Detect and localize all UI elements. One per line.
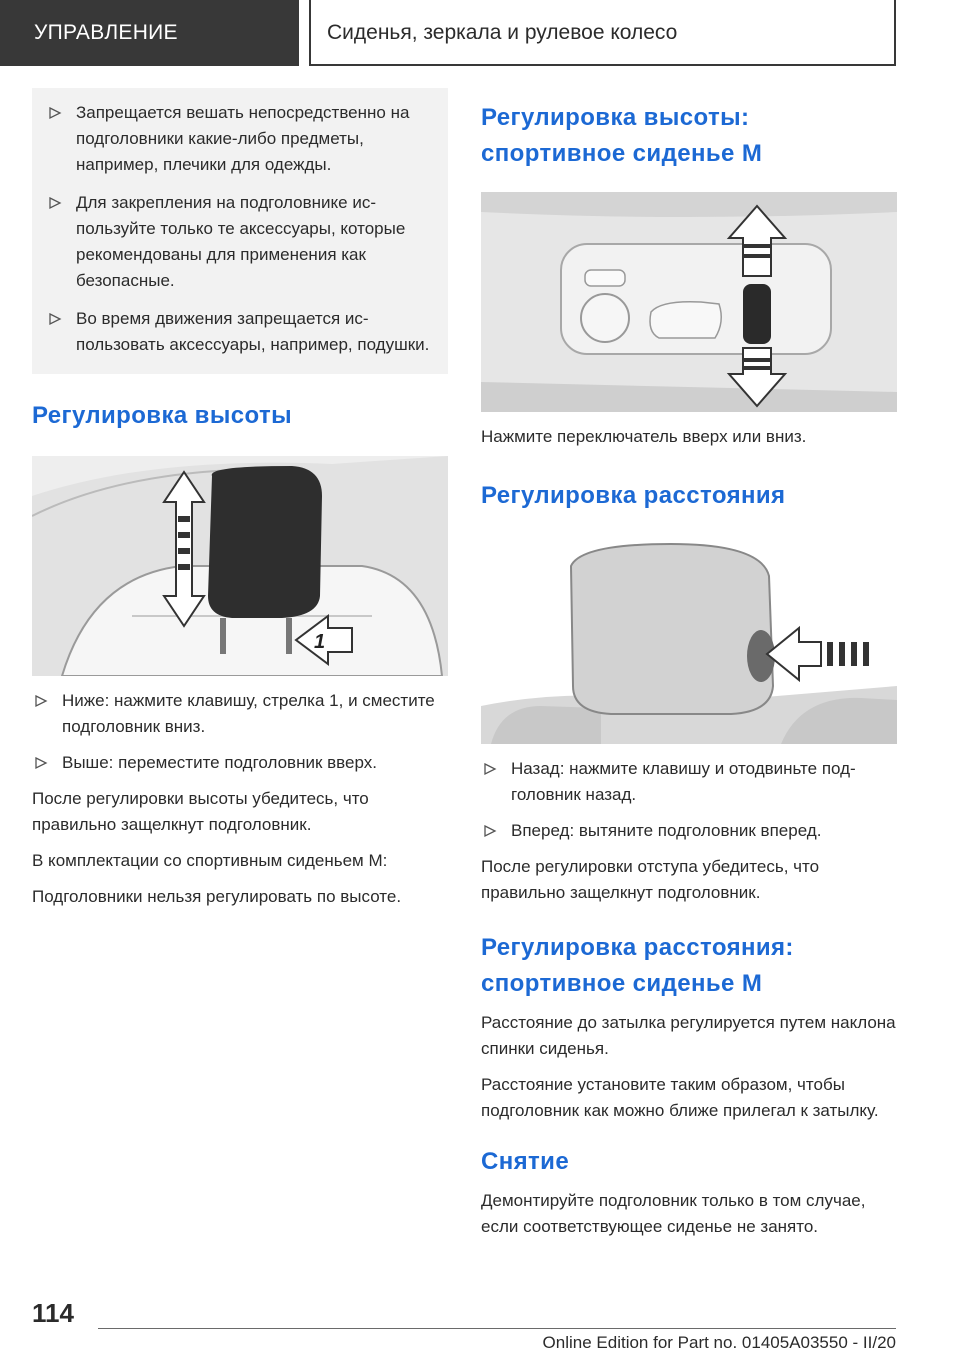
footer-divider (98, 1328, 896, 1329)
distance-item-text: Вперед: вытяните подголовник вперед. (511, 821, 822, 840)
height-item-text: Выше: переместите подголовник вверх. (62, 753, 377, 772)
height-item (32, 750, 448, 776)
bullet-triangle-icon (48, 196, 62, 210)
headrest-distance-figure (481, 536, 897, 744)
warning-notice (32, 88, 448, 374)
sport-distance-heading: Регулировка расстояния: спортивное сиденье M (481, 934, 794, 997)
page-number: 114 (32, 1298, 74, 1328)
paragraph: После регулировки высоты убедитесь, что правильно защелкнут подголовник. (32, 789, 369, 834)
left-column (32, 88, 448, 920)
figure-callout-1: 1 (314, 631, 326, 653)
paragraph: Расстояние установите таким образом, чтобы подголовник как можно ближе прилегал к затылку. (481, 1075, 879, 1120)
chapter-title: Сиденья, зеркала и рулевое колесо (309, 0, 896, 66)
headrest-height-figure (32, 456, 448, 676)
notice-item (46, 100, 434, 178)
height-heading: Регулировка высоты (32, 402, 292, 429)
paragraph: Расстояние до затылка регулируется путем наклона спинки сиденья. (481, 1013, 896, 1058)
notice-item (46, 190, 434, 294)
distance-item (481, 756, 897, 808)
bullet-triangle-icon (483, 762, 497, 776)
height-item (32, 688, 448, 740)
notice-text: Во время движения запрещается использовать аксессуары, например, подушки. (76, 309, 430, 354)
height-item-text: Ниже: нажмите клавишу, стрелка 1, и сместите подголовник вниз. (62, 691, 435, 736)
sport-height-heading: Регулировка высоты: спортивное сиденье M (481, 104, 763, 167)
notice-item (46, 306, 434, 358)
paragraph: Демонтируйте подголовник только в том случае, если соответствующее сиденье не занято. (481, 1191, 866, 1236)
sport-seat-switch-figure (481, 192, 897, 412)
right-column (481, 88, 897, 1250)
notice-text: Для закрепления на подголовнике используйте только те аксессуары, которые рекомендованы для применения как безопасные. (76, 193, 406, 290)
paragraph: Нажмите переключатель вверх или вниз. (481, 427, 807, 446)
bullet-triangle-icon (34, 694, 48, 708)
distance-item (481, 818, 897, 844)
notice-text: Запрещается вешать непосредственно на подголовники какие-либо предметы, например, плечики для одежды. (76, 103, 410, 174)
bullet-triangle-icon (48, 312, 62, 326)
paragraph: В комплектации со спортивным сиденьем M: (32, 851, 388, 870)
paragraph: После регулировки отступа убедитесь, что правильно защелкнут подголовник. (481, 857, 820, 902)
footer-edition: Online Edition for Part no. 01405A03550 - II/20 (542, 1333, 896, 1352)
removal-heading: Снятие (481, 1148, 570, 1175)
distance-item-text: Назад: нажмите клавишу и отодвиньте подголовник назад. (511, 759, 856, 804)
bullet-triangle-icon (483, 824, 497, 838)
paragraph: Подголовники нельзя регулировать по высоте. (32, 887, 402, 906)
section-tab: УПРАВЛЕНИЕ (0, 0, 299, 66)
bullet-triangle-icon (34, 756, 48, 770)
distance-heading: Регулировка расстояния (481, 482, 786, 509)
bullet-triangle-icon (48, 106, 62, 120)
